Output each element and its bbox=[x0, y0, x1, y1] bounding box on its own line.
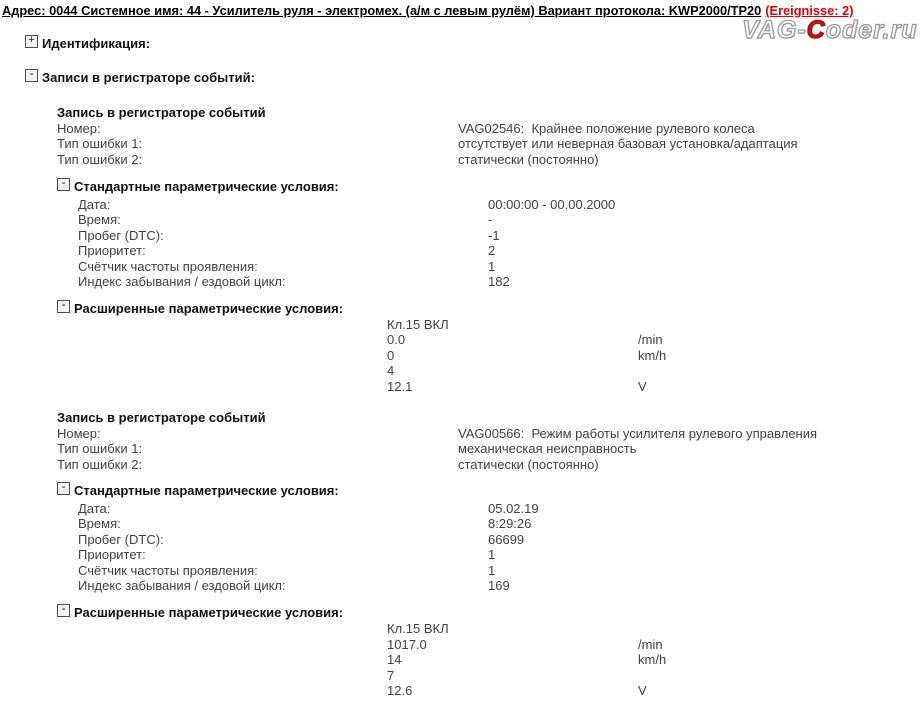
logo-red-letter: C bbox=[806, 16, 826, 44]
extended-unit: /min bbox=[638, 637, 663, 652]
field-label: Номер: bbox=[57, 426, 101, 441]
field-label: Пробег (DTC): bbox=[78, 228, 164, 243]
field-label: Приоритет: bbox=[78, 547, 146, 562]
field-value: 1 bbox=[488, 259, 496, 274]
record-title: Запись в регистраторе событий bbox=[57, 410, 266, 425]
field-value: 1 bbox=[488, 547, 496, 562]
standard-conditions-toggle[interactable]: - bbox=[57, 482, 70, 495]
extended-unit: km/h bbox=[638, 652, 667, 667]
field-value: отсутствует или неверная базовая установка/адаптация bbox=[458, 136, 798, 151]
standard-conditions-header: Стандартные параметрические условия: bbox=[74, 483, 339, 498]
event-records-section-label: Записи в регистраторе событий: bbox=[42, 70, 255, 85]
field-value: 182 bbox=[488, 274, 510, 289]
field-value: - bbox=[488, 212, 493, 227]
field-value: 169 bbox=[488, 578, 510, 593]
field-value: 66699 bbox=[488, 532, 525, 547]
extended-unit: km/h bbox=[638, 348, 667, 363]
record-title: Запись в регистраторе событий bbox=[57, 105, 266, 120]
vag-coder-logo bbox=[742, 16, 917, 45]
extended-value: 7 bbox=[387, 668, 395, 683]
standard-conditions-header: Стандартные параметрические условия: bbox=[74, 179, 339, 194]
extended-unit: V bbox=[638, 379, 647, 394]
field-label: Тип ошибки 2: bbox=[57, 152, 143, 167]
field-label: Счётчик частоты проявления: bbox=[78, 563, 258, 578]
field-label: Время: bbox=[78, 212, 121, 227]
field-label: Дата: bbox=[78, 197, 111, 212]
extended-value: 12.1 bbox=[387, 379, 413, 394]
field-value: статически (постоянно) bbox=[458, 457, 599, 472]
page-header bbox=[2, 3, 853, 18]
field-label: Время: bbox=[78, 516, 121, 531]
ignition-state-value: Кл.15 ВКЛ bbox=[387, 317, 449, 332]
field-value: -1 bbox=[488, 228, 500, 243]
extended-conditions-header: Расширенные параметрические условия: bbox=[74, 605, 344, 620]
field-label: Индекс забывания / ездовой цикл: bbox=[78, 274, 286, 289]
field-label: Дата: bbox=[78, 501, 111, 516]
field-value: VAG00566: Режим работы усилителя рулевого управления bbox=[458, 426, 818, 441]
field-label: Индекс забывания / ездовой цикл: bbox=[78, 578, 286, 593]
field-label: Счётчик частоты проявления: bbox=[78, 259, 258, 274]
extended-unit: V bbox=[638, 683, 647, 698]
extended-unit: /min bbox=[638, 332, 663, 347]
extended-value: 0 bbox=[387, 348, 395, 363]
extended-value: 1017.0 bbox=[387, 637, 427, 652]
field-value: 8:29:26 bbox=[488, 516, 532, 531]
ignition-state-value: Кл.15 ВКЛ bbox=[387, 621, 449, 636]
identification-expand-toggle[interactable]: + bbox=[25, 35, 38, 48]
extended-conditions-header: Расширенные параметрические условия: bbox=[74, 301, 344, 316]
field-value: 1 bbox=[488, 563, 496, 578]
extended-value: 4 bbox=[387, 363, 395, 378]
identification-section-label: Идентификация: bbox=[42, 36, 151, 51]
field-label: Тип ошибки 1: bbox=[57, 136, 143, 151]
field-label: Пробег (DTC): bbox=[78, 532, 164, 547]
extended-conditions-toggle[interactable]: - bbox=[57, 300, 70, 313]
field-label: Тип ошибки 1: bbox=[57, 441, 143, 456]
field-value: 00:00:00 - 00.00.2000 bbox=[488, 197, 616, 212]
header-title: Адрес: 0044 Системное имя: 44 - Усилитель руля - электромех. (а/м с левым рулём) Вариант протокола: KWP2000/TP20 bbox=[2, 3, 762, 18]
field-value: VAG02546: Крайнее положение рулевого колеса bbox=[458, 121, 755, 136]
field-value: 05.02.19 bbox=[488, 501, 539, 516]
extended-value: 14 bbox=[387, 652, 402, 667]
field-label: Номер: bbox=[57, 121, 101, 136]
extended-value: 0.0 bbox=[387, 332, 406, 347]
event-records-collapse-toggle[interactable]: - bbox=[25, 69, 38, 82]
logo-text: VAG- bbox=[742, 16, 807, 44]
field-value: статически (постоянно) bbox=[458, 152, 599, 167]
field-label: Приоритет: bbox=[78, 243, 146, 258]
logo-text: oder.ru bbox=[825, 16, 918, 44]
extended-conditions-toggle[interactable]: - bbox=[57, 604, 70, 617]
field-label: Тип ошибки 2: bbox=[57, 457, 143, 472]
field-value: 2 bbox=[488, 243, 496, 258]
field-value: механическая неисправность bbox=[458, 441, 637, 456]
standard-conditions-toggle[interactable]: - bbox=[57, 178, 70, 191]
header-events-badge: (Ereignisse: 2) bbox=[765, 3, 854, 18]
extended-value: 12.6 bbox=[387, 683, 413, 698]
